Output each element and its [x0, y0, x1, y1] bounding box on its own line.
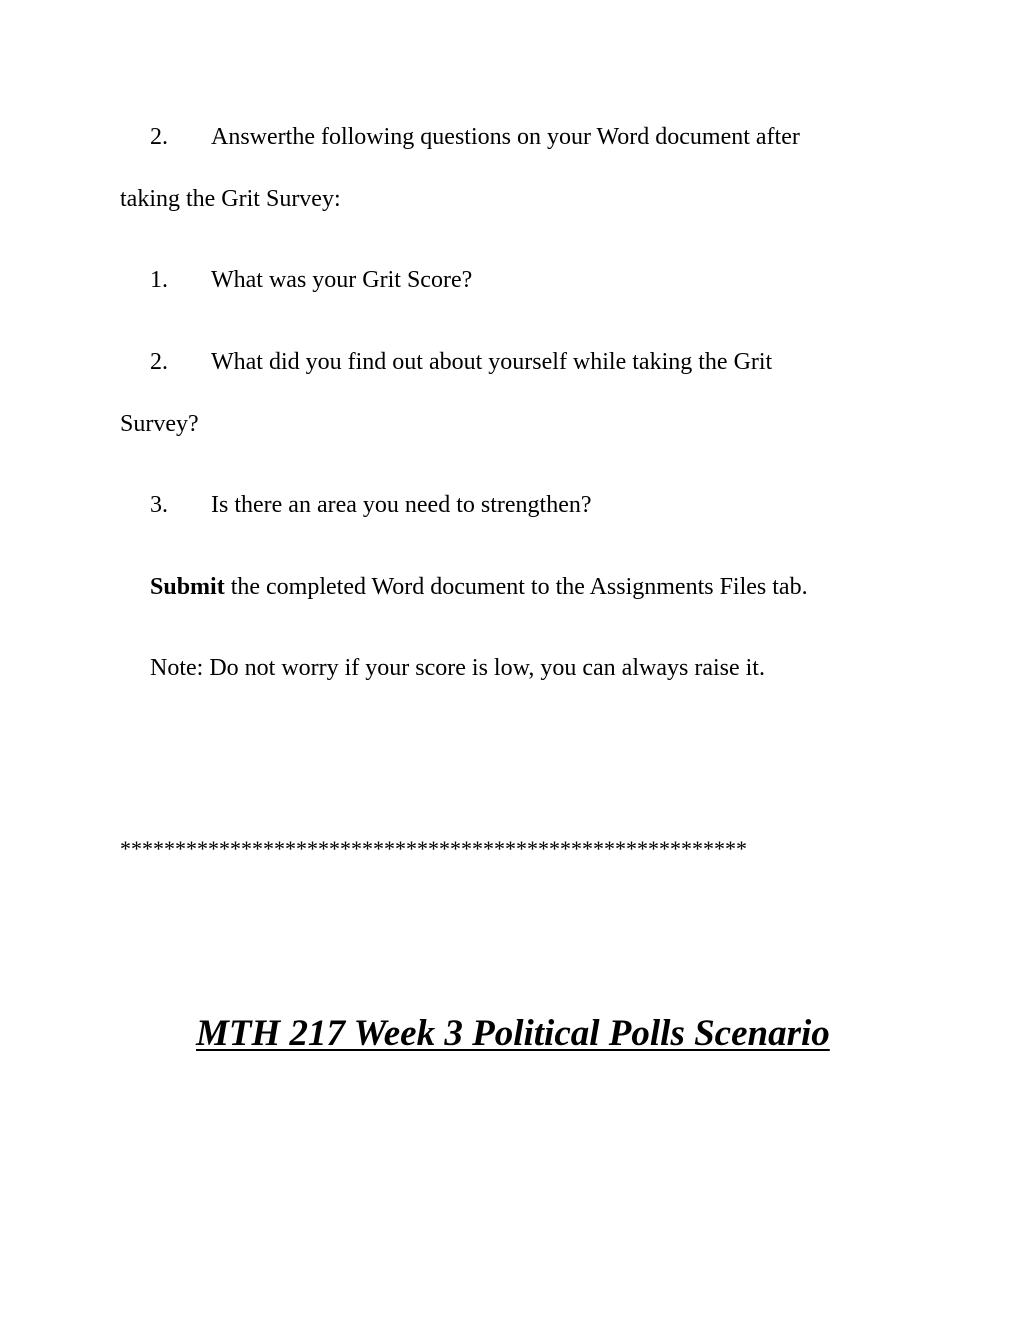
note-text: Note: Do not worry if your score is low, you can always raise it.: [150, 655, 765, 681]
separator-asterisks: *********************************************************: [120, 836, 747, 861]
item-text-line2: taking the Grit Survey:: [120, 186, 341, 212]
question-number: 1.: [150, 267, 168, 293]
submit-rest: the completed Word document to the Assignments Files tab.: [224, 574, 808, 600]
submit-bold: Submit: [150, 574, 225, 600]
item-number: 2.: [150, 124, 168, 150]
question-number: 2.: [150, 349, 168, 375]
question-text: What did you find out about yourself while taking the Grit: [211, 349, 773, 375]
question-text: Is there an area you need to strengthen?: [211, 492, 592, 518]
question-text-continued: Survey?: [120, 411, 199, 437]
question-text: What was your Grit Score?: [211, 267, 473, 293]
section-title: MTH 217 Week 3 Political Polls Scenario: [196, 1013, 830, 1054]
item-text-line1: Answerthe following questions on your Word document after: [211, 124, 800, 150]
question-number: 3.: [150, 492, 168, 518]
submit-instruction: [150, 572, 808, 602]
